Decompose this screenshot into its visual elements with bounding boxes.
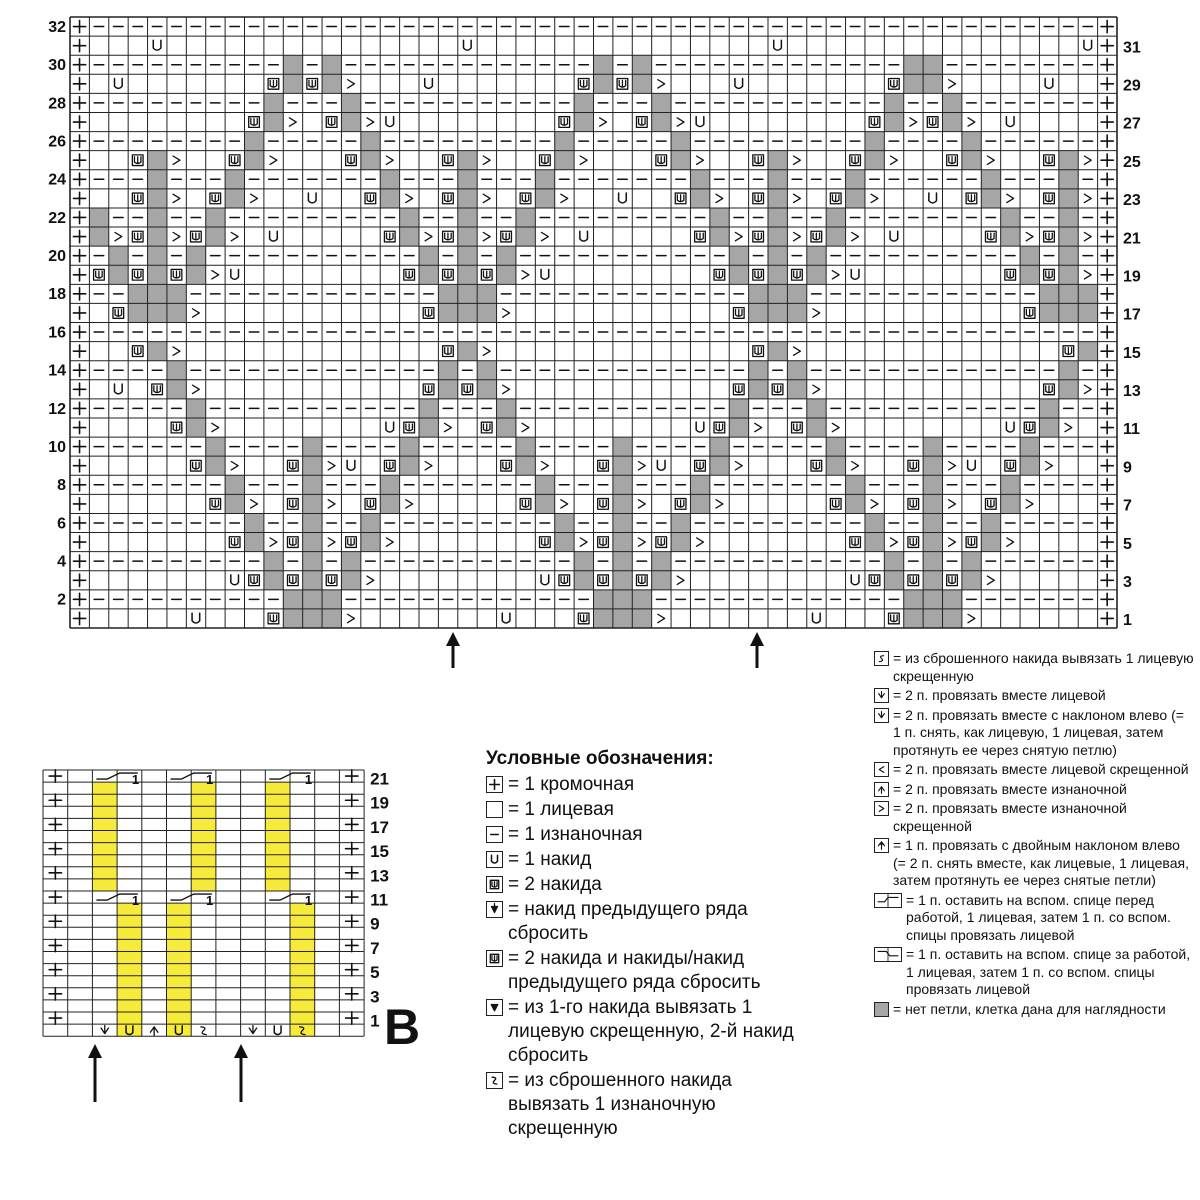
legend-item [486, 848, 816, 872]
row-number-right: 31 [1123, 39, 1141, 57]
row-number-left: 20 [48, 248, 66, 266]
row-number-b: 21 [370, 769, 390, 789]
row-number-right: 15 [1123, 344, 1141, 362]
row-number-left: 2 [57, 591, 66, 609]
double-decrease-left-icon [874, 838, 889, 853]
k2tog-icon [874, 688, 889, 703]
row-number-b: 9 [370, 914, 380, 934]
row-number-left: 30 [48, 57, 66, 75]
legend-text: = накид предыдущего ряда сбросить [508, 899, 748, 944]
cable-cross-label: 1 [206, 892, 214, 908]
purl-icon [486, 826, 503, 843]
legend-text: = 1 накид [508, 849, 592, 870]
row-number-right: 9 [1123, 459, 1132, 477]
row-number-b: 11 [370, 890, 389, 910]
row-number-left: 14 [48, 362, 66, 380]
row-number-right: 25 [1123, 153, 1141, 171]
double-yarn-over-icon [486, 876, 503, 893]
legend-text: = 2 п. провязать вместе лицевой [893, 687, 1106, 703]
cross-right-icon [874, 947, 902, 962]
cable-cross-label: 1 [206, 771, 214, 787]
legend-item [874, 781, 1194, 799]
row-number-left: 28 [48, 95, 66, 113]
row-number-left: 6 [57, 515, 66, 533]
p2tog-icon [874, 782, 889, 797]
row-number-right: 11 [1123, 421, 1140, 439]
legend-text: = 1 п. оставить на вспом. спице перед работой, 1 лицевая, затем 1 п. со вспом. спицы провязать лицевой [906, 891, 1171, 943]
legend-item [874, 650, 1194, 685]
row-number-right: 27 [1123, 115, 1141, 133]
legend-title: Условные обозначения: [486, 748, 714, 769]
row-number-b: 7 [370, 938, 380, 958]
knit-icon [486, 801, 503, 818]
legend-text: = 1 лицевая [508, 799, 614, 820]
legend-text: = из сброшенного накида вывязать 1 изнаночную скрещенную [508, 1070, 732, 1139]
drop-yarn-over-icon [486, 901, 503, 918]
row-number-b: 15 [370, 842, 390, 862]
row-number-left: 22 [48, 209, 66, 227]
row-number-left: 16 [48, 324, 66, 342]
legend-item [874, 837, 1194, 890]
row-number-right: 5 [1123, 535, 1132, 553]
repeat-arrow-head [88, 1044, 102, 1058]
legend-item [874, 1001, 1194, 1019]
knit-tbl-from-dropped-yo-icon [874, 651, 889, 666]
legend-text: = нет петли, клетка дана для наглядности [893, 1000, 1166, 1017]
knit-tbl-from-yo-icon [486, 999, 503, 1016]
legend-item [486, 823, 816, 847]
no-stitch-icon [874, 1002, 889, 1017]
row-number-left: 24 [48, 171, 66, 189]
row-number-left: 12 [48, 400, 66, 418]
legend-item [486, 898, 816, 946]
legend-item [874, 800, 1194, 835]
chart-b-label: B [384, 999, 421, 1055]
row-number-b: 17 [370, 817, 390, 837]
legend-item [486, 798, 816, 822]
row-number-right: 1 [1123, 612, 1132, 630]
legend-item [874, 761, 1194, 779]
repeat-arrow-head [750, 632, 764, 646]
purl-tbl-from-dropped-yo-icon [486, 1072, 503, 1089]
row-number-right: 3 [1123, 573, 1132, 591]
legend-item [486, 873, 816, 897]
row-number-right: 13 [1123, 383, 1141, 401]
row-number-left: 10 [48, 438, 66, 456]
legend-right [874, 650, 1194, 1020]
legend-item [874, 892, 1194, 945]
legend-text: = из сброшенного накида вывязать 1 лицевую скрещенную [893, 650, 1194, 684]
double-yo-drop-icon [486, 950, 503, 967]
ssk-icon [874, 708, 889, 723]
cable-cross-label: 1 [131, 771, 140, 787]
legend-text: = 2 п. провязать вместе изнаночной скрещенной [893, 800, 1127, 834]
legend-item [486, 773, 816, 797]
row-number-right: 23 [1123, 192, 1141, 210]
row-number-left: 8 [57, 477, 66, 495]
legend-text: = 2 п. провязать вместе лицевой скрещенной [893, 761, 1189, 777]
legend-item [486, 996, 816, 1068]
legend-text: = 1 изнаночная [508, 824, 643, 845]
cable-cross-label: 1 [304, 771, 313, 787]
legend-text: = из 1-го накида вывязать 1 лицевую скрещенную, 2-й накид сбросить [508, 997, 794, 1066]
row-number-right: 19 [1123, 268, 1141, 286]
row-number-b: 5 [370, 963, 380, 983]
row-number-left: 32 [48, 18, 66, 36]
legend-left [486, 748, 816, 1142]
row-number-right: 17 [1123, 306, 1141, 324]
legend-item [486, 947, 816, 995]
p2tog-tbl-icon [874, 801, 889, 816]
row-number-right: 21 [1123, 230, 1141, 248]
row-number-right: 7 [1123, 497, 1132, 515]
legend-text: = 2 накида и накиды/накид предыдущего ряда сбросить [508, 948, 761, 993]
repeat-arrow-head [446, 632, 460, 646]
repeat-arrow-head [234, 1044, 248, 1058]
legend-item [874, 946, 1194, 999]
k2tog-tbl-icon [874, 762, 889, 777]
row-number-left: 18 [48, 286, 66, 304]
legend-text: = 1 п. оставить на вспом. спице за работой, 1 лицевая, затем 1 п. со вспом. спицы провязать лицевой [906, 946, 1191, 997]
legend-item [874, 707, 1194, 760]
row-number-b: 3 [370, 987, 380, 1007]
yarn-over-icon [486, 851, 503, 868]
row-number-left: 4 [57, 553, 66, 571]
row-number-right: 29 [1123, 77, 1141, 95]
legend-text: = 1 п. провязать с двойным наклоном влево (= 2 п. снять вместе, как лицевые, 1 лицевая, затем протянуть ее через снятые петли) [893, 837, 1189, 888]
row-number-left: 26 [48, 133, 66, 151]
cable-cross-label: 1 [131, 892, 140, 908]
legend-item [874, 687, 1194, 705]
legend-text: = 1 кромочная [508, 774, 635, 795]
cross-left-icon [874, 893, 902, 908]
row-number-b: 1 [370, 1011, 380, 1031]
legend-text: = 2 накида [508, 874, 602, 895]
legend-item [486, 1069, 816, 1141]
row-number-b: 13 [370, 866, 390, 886]
row-number-b: 19 [370, 793, 390, 813]
legend-text: = 2 п. провязать вместе изнаночной [893, 780, 1127, 797]
legend-text: = 2 п. провязать вместе с наклоном влево (= 1 п. снять, как лицевую, 1 лицевая, затем протянуть ее через снятую петлю) [893, 706, 1184, 758]
edge-stitch-icon [486, 776, 503, 793]
cable-cross-label: 1 [304, 892, 313, 908]
